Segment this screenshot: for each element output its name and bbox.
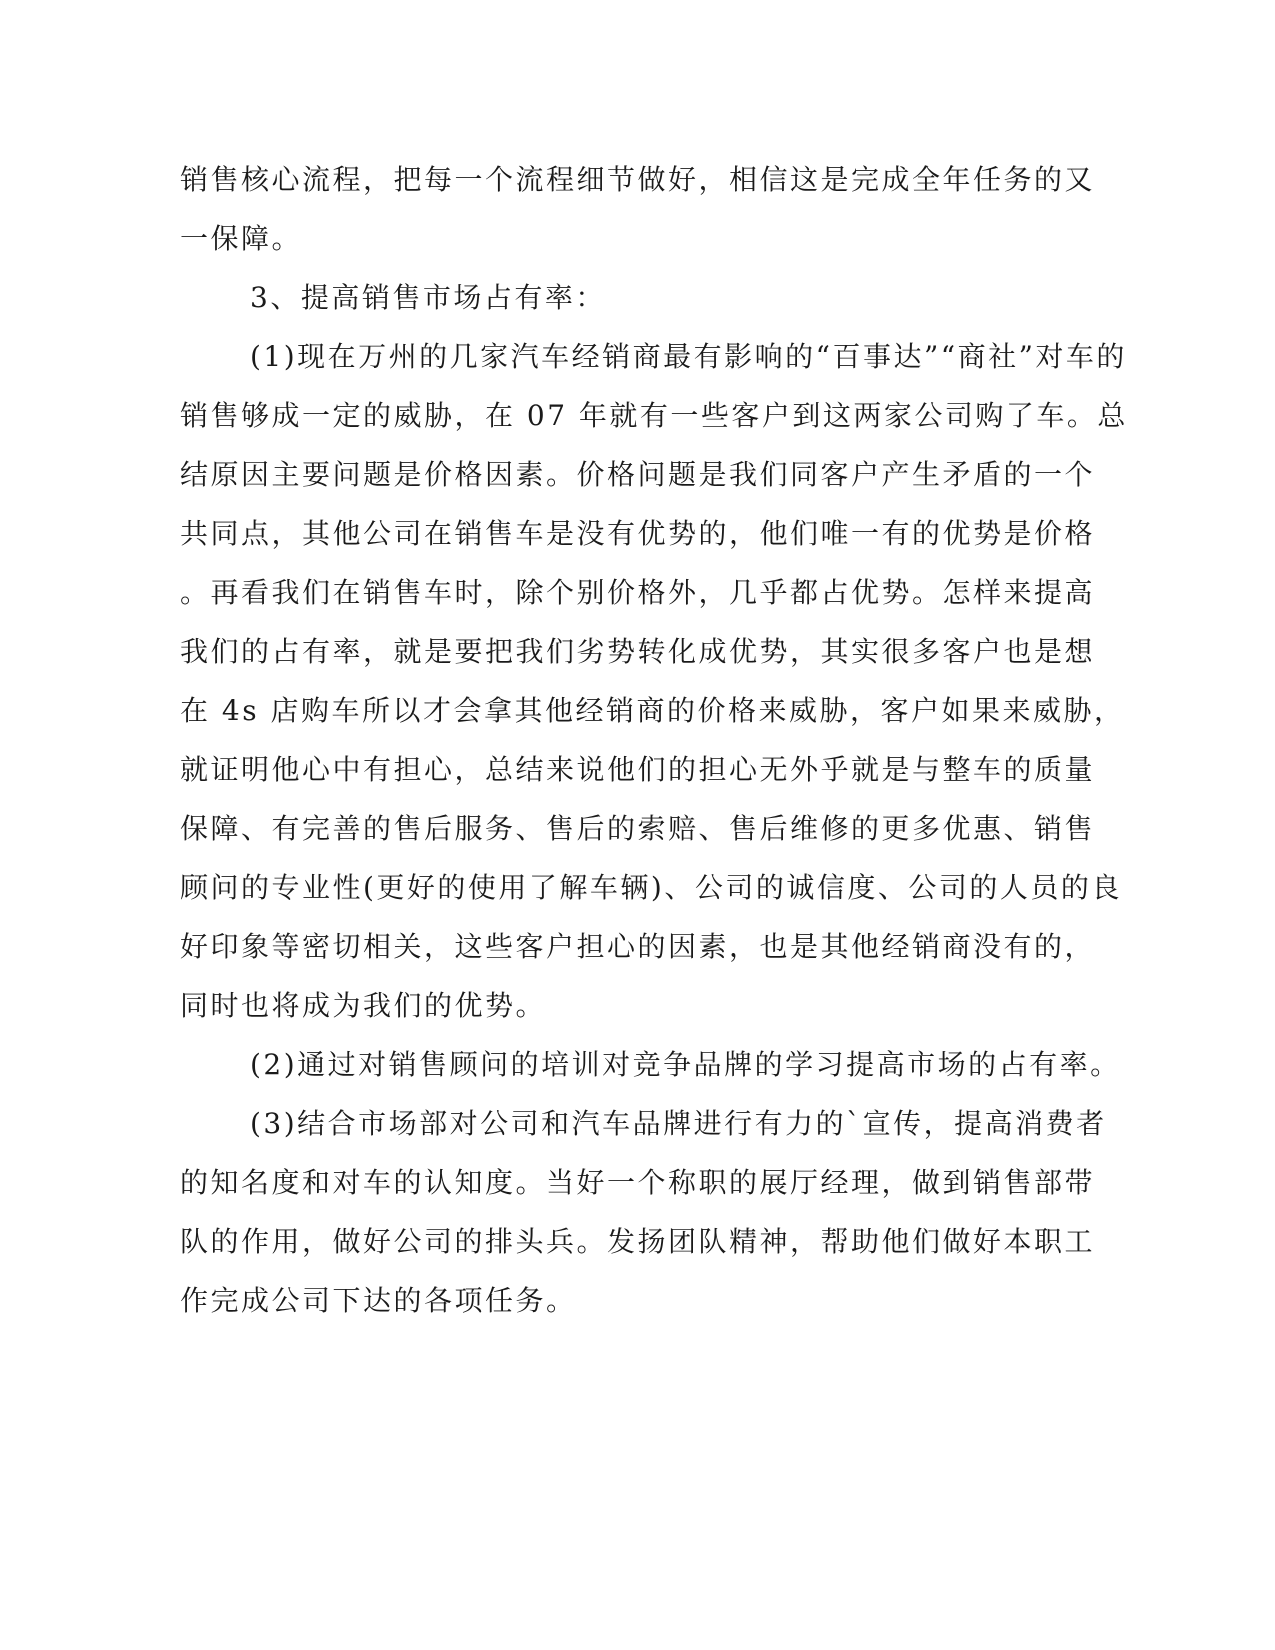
- paragraph-line: 保障、有完善的售后服务、售后的索赔、售后维修的更多优惠、销售: [180, 812, 1096, 845]
- paragraph-line: 。再看我们在销售车时，除个别价格外，几乎都占优势。怎样来提高: [180, 576, 1096, 609]
- paragraph-line: 队的作用，做好公司的排头兵。发扬团队精神，帮助他们做好本职工: [180, 1225, 1096, 1258]
- paragraph-line: 销售核心流程，把每一个流程细节做好，相信这是完成全年任务的又: [180, 163, 1096, 196]
- paragraph-line: 同时也将成为我们的优势。: [180, 989, 547, 1022]
- paragraph-line: 销售够成一定的威胁，在 07 年就有一些客户到这两家公司购了车。总: [180, 399, 1128, 432]
- paragraph-line: 共同点，其他公司在销售车是没有优势的，他们唯一有的优势是价格: [180, 517, 1096, 550]
- paragraph-line: 一保障。: [180, 222, 303, 255]
- paragraph-line: (2)通过对销售顾问的培训对竞争品牌的学习提高市场的占有率。: [250, 1048, 1121, 1081]
- section-heading: 3、提高销售市场占有率：: [250, 281, 606, 314]
- paragraph-line: 作完成公司下达的各项任务。: [180, 1284, 577, 1317]
- paragraph-line: 就证明他心中有担心，总结来说他们的担心无外乎就是与整车的质量: [180, 753, 1096, 786]
- paragraph-line: (3)结合市场部对公司和汽车品牌进行有力的`宣传，提高消费者: [250, 1107, 1107, 1140]
- paragraph-line: 结原因主要问题是价格因素。价格问题是我们同客户产生矛盾的一个: [180, 458, 1096, 491]
- paragraph-line: 的知名度和对车的认知度。当好一个称职的展厅经理，做到销售部带: [180, 1166, 1096, 1199]
- paragraph-line: (1)现在万州的几家汽车经销商最有影响的“百事达”“商社”对车的: [250, 340, 1127, 373]
- paragraph-line: 在 4s 店购车所以才会拿其他经销商的价格来威胁，客户如果来威胁，: [180, 694, 1125, 727]
- paragraph-line: 好印象等密切相关，这些客户担心的因素，也是其他经销商没有的，: [180, 930, 1096, 963]
- paragraph-line: 顾问的专业性(更好的使用了解车辆)、公司的诚信度、公司的人员的良: [180, 871, 1122, 904]
- paragraph-line: 我们的占有率，就是要把我们劣势转化成优势，其实很多客户也是想: [180, 635, 1096, 668]
